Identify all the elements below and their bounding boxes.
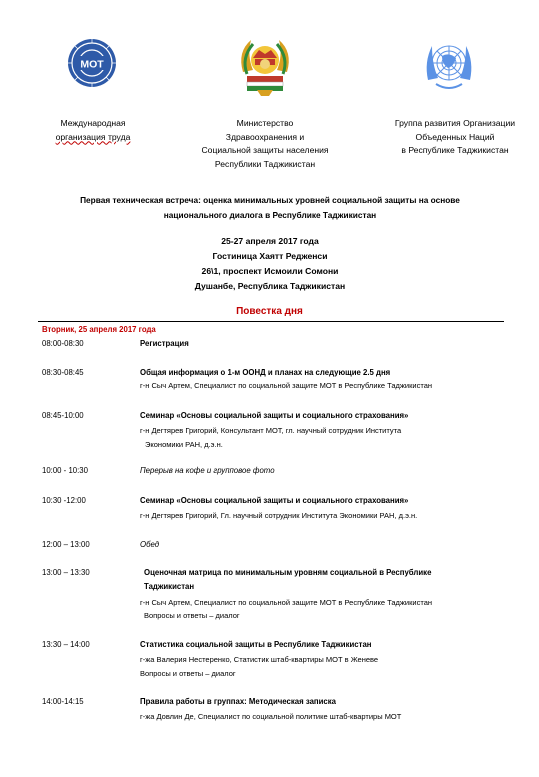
meeting-venue: Гостиница Хаятт Редженси — [212, 251, 328, 261]
agenda-speaker: г-н Дегтярев Григорий, Гл. научный сотрудник Института Экономики РАН, д.э.н. — [140, 511, 418, 520]
agenda-day: Вторник, 25 апреля 2017 года — [42, 325, 156, 334]
agenda-title: Обед — [140, 540, 160, 549]
ministry-name-line: Министерство — [236, 118, 294, 128]
agenda-title: Оценочная матрица по минимальным уровням социальной в Республике — [144, 568, 432, 577]
agenda-title: Таджикистан — [144, 582, 195, 591]
agenda-time: 13:30 – 14:00 — [42, 640, 90, 649]
agenda-title: Регистрация — [140, 339, 189, 348]
agenda-time: 08:30-08:45 — [42, 368, 84, 377]
meeting-city: Душанбе, Республика Таджикистан — [194, 281, 346, 291]
ministry-name — [190, 117, 340, 171]
ilo-logo-text: МОТ — [80, 58, 104, 71]
meeting-dates: 25-27 апреля 2017 года — [221, 236, 319, 246]
agenda-title: Статистика социальной защиты в Республике Таджикистан — [140, 640, 372, 649]
agenda-speaker: г-жа Валерия Нестеренко, Статистик штаб-квартиры МОТ в Женеве — [140, 655, 379, 664]
ilo-name-line: Международная — [60, 118, 126, 128]
un-name-line: в Республике Таджикистан — [401, 145, 509, 155]
meeting-details — [100, 234, 440, 294]
agenda-time: 10:30 -12:00 — [42, 496, 86, 505]
agenda-title: Перерыв на кофе и групповое фото — [140, 466, 275, 475]
ilo-logo — [66, 37, 118, 89]
meeting-title — [30, 193, 510, 223]
meeting-address: 26\1, проспект Исмоили Сомони — [201, 266, 339, 276]
ministry-name-line: Социальной защиты населения — [201, 145, 329, 155]
agenda-speaker: г-н Дегтярев Григорий, Консультант МОТ, гл. научный сотрудник Института — [140, 426, 402, 435]
un-emblem — [420, 36, 478, 94]
meeting-title-line: Первая техническая встреча: оценка минимальных уровней социальной защиты на основе — [80, 195, 460, 205]
meeting-title-line: национального диалога в Республике Таджикистан — [163, 210, 377, 220]
agenda-note: Вопросы и ответы – диалог — [144, 611, 240, 620]
agenda-time: 12:00 – 13:00 — [42, 540, 90, 549]
divider — [38, 321, 504, 322]
ilo-name-line: организация труда — [55, 131, 131, 142]
un-name-line: Объеденных Наций — [415, 131, 495, 142]
agenda-time: 08:45-10:00 — [42, 411, 84, 420]
agenda-note: Вопросы и ответы – диалог — [140, 669, 236, 678]
agenda-time: 08:00-08:30 — [42, 339, 84, 348]
agenda-speaker: г-н Сыч Артем, Специалист по социальной защите МОТ в Республике Таджикистан — [140, 598, 433, 607]
un-name — [385, 117, 525, 158]
agenda-time: 14:00-14:15 — [42, 697, 84, 706]
agenda-time: 13:00 – 13:30 — [42, 568, 90, 577]
agenda-speaker: г-н Сыч Артем, Специалист по социальной защите МОТ в Республике Таджикистан — [140, 381, 433, 390]
tajikistan-emblem — [233, 32, 297, 98]
agenda-speaker: Экономики РАН, д.э.н. — [145, 440, 223, 449]
agenda-title: Семинар «Основы социальной защиты и социального страхования» — [140, 411, 409, 420]
agenda-title: Общая информация о 1-м ООНД и планах на следующие 2.5 дня — [140, 368, 391, 377]
agenda-heading: Повестка дня — [236, 306, 303, 317]
agenda-time: 10:00 - 10:30 — [42, 466, 88, 475]
agenda-title: Правила работы в группах: Методическая записка — [140, 697, 337, 706]
un-name-line: Группа развития Организации — [394, 118, 516, 128]
agenda-speaker: г-жа Довлин Де, Специалист по социальной политике штаб-квартиры МОТ — [140, 712, 402, 721]
ministry-name-line: Здравоохранения и — [225, 131, 305, 142]
ilo-name — [38, 117, 148, 144]
agenda-title: Семинар «Основы социальной защиты и социального страхования» — [140, 496, 409, 505]
ministry-name-line: Республики Таджикистан — [214, 158, 316, 169]
